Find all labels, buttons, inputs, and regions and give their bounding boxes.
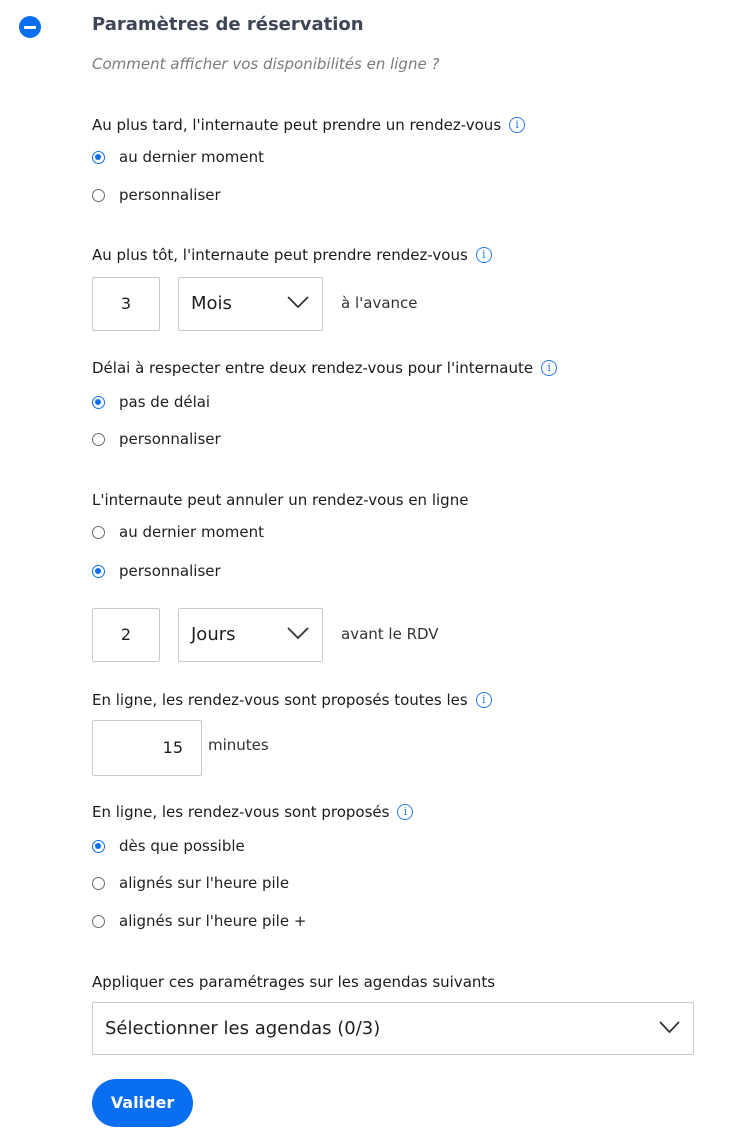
cancel-question [92,491,468,509]
info-icon[interactable]: i [476,247,492,263]
chevron-down-icon[interactable] [287,296,309,310]
info-icon[interactable]: i [509,117,525,133]
radio-delay-custom[interactable] [92,430,221,448]
radio-unchecked-icon[interactable] [92,877,105,890]
radio-cancel-last-moment[interactable] [92,523,264,541]
collapse-section-button[interactable] [19,16,41,38]
latest-booking-label: Au plus tard, l'internaute peut prendre un rendez-vous [92,116,502,134]
cancel-unit-value: Jours [191,624,236,645]
radio-unchecked-icon[interactable] [92,433,105,446]
radio-label: pas de délai [119,393,211,411]
info-icon[interactable]: i [476,692,492,708]
radio-label: personnaliser [119,430,221,448]
agendas-select[interactable] [92,1002,694,1055]
cancel-value-input[interactable]: 2 [92,608,160,662]
radio-align-hour[interactable] [92,874,289,892]
info-icon[interactable]: i [541,360,557,376]
agendas-question [92,973,495,991]
radio-label: au dernier moment [119,148,264,166]
alignment-label: En ligne, les rendez-vous sont proposés [92,803,390,821]
delay-label: Délai à respecter entre deux rendez-vous pour l'internaute [92,359,534,377]
radio-delay-none[interactable] [92,393,210,411]
radio-label: alignés sur l'heure pile [119,874,290,892]
earliest-suffix: à l'avance [341,294,418,312]
interval-label: En ligne, les rendez-vous sont proposés toutes les [92,691,468,709]
radio-checked-icon[interactable] [92,151,105,164]
cancel-suffix: avant le RDV [341,625,439,643]
interval-suffix: minutes [208,736,269,754]
cancel-label: L'internaute peut annuler un rendez-vous en ligne [92,491,469,509]
alignment-question [92,803,413,821]
chevron-down-icon[interactable] [287,627,309,641]
radio-unchecked-icon[interactable] [92,189,105,202]
radio-checked-icon[interactable] [92,840,105,853]
radio-label: personnaliser [119,562,221,580]
delay-question [92,359,557,377]
earliest-booking-question [92,246,492,264]
earliest-unit-value: Mois [191,293,232,314]
validate-button[interactable]: Valider [92,1079,193,1127]
radio-latest-custom[interactable] [92,186,221,204]
interval-question [92,691,492,709]
radio-label: alignés sur l'heure pile + [119,912,307,930]
minus-icon [24,26,36,29]
section-title: Paramètres de réservation [92,14,364,35]
radio-checked-icon[interactable] [92,565,105,578]
earliest-booking-label: Au plus tôt, l'internaute peut prendre rendez-vous [92,246,468,264]
radio-unchecked-icon[interactable] [92,526,105,539]
radio-align-asap[interactable] [92,837,245,855]
radio-checked-icon[interactable] [92,396,105,409]
earliest-value-input[interactable]: 3 [92,277,160,331]
section-subtitle: Comment afficher vos disponibilités en ligne ? [92,55,440,73]
interval-minutes-input[interactable]: 15 [92,720,202,776]
agendas-label: Appliquer ces paramétrages sur les agendas suivants [92,973,496,991]
radio-cancel-custom[interactable] [92,562,221,580]
radio-align-hour-plus[interactable] [92,912,306,930]
radio-unchecked-icon[interactable] [92,915,105,928]
latest-booking-question [92,116,525,134]
radio-latest-last-moment[interactable] [92,148,264,166]
radio-label: personnaliser [119,186,221,204]
info-icon[interactable]: i [397,804,413,820]
agendas-select-value: Sélectionner les agendas (0/3) [105,1018,381,1039]
chevron-down-icon[interactable] [659,1021,680,1035]
radio-label: au dernier moment [119,523,264,541]
radio-label: dès que possible [119,837,245,855]
